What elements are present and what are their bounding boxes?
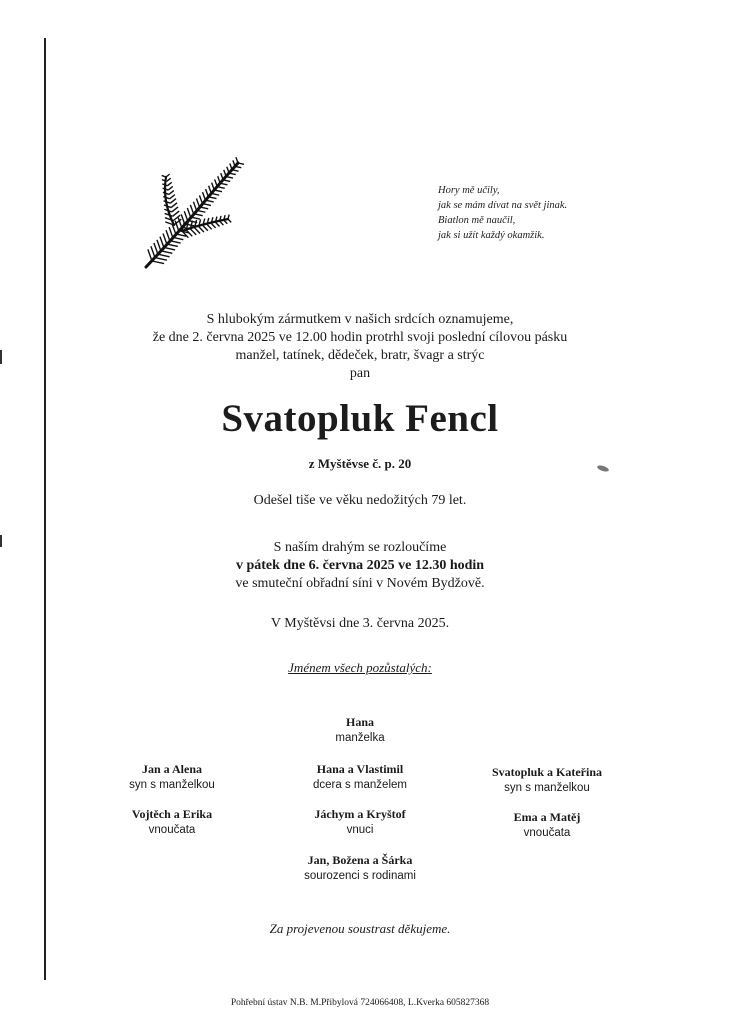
farewell-info <box>0 539 720 593</box>
relative-relation: vnoučata <box>148 824 196 836</box>
poem-line: Biatlon mě naučil, <box>438 215 516 226</box>
poem-line: Hory mě učily, <box>438 185 500 196</box>
relative-relation: manželka <box>335 732 385 744</box>
announcement-line: pan <box>349 366 371 381</box>
funeral-home-footer: Pohřební ústav N.B. M.Přibylová 724066408, L.Kverka 605827368 <box>230 998 490 1008</box>
deceased-address: z Myštěvse č. p. 20 <box>308 456 412 471</box>
poem-line: jak se mám dívat na svět jinak. <box>438 200 568 211</box>
farewell-venue: ve smuteční obřadní síni v Novém Bydžově. <box>235 576 485 591</box>
relative-name: Jáchym a Kryštof <box>314 807 406 821</box>
relative-name: Vojtěch a Erika <box>131 807 213 821</box>
announcement-line: že dne 2. června 2025 ve 12.00 hodin protrhl svoji poslední cílovou pásku <box>152 330 568 345</box>
place-date: V Myštěvsi dne 3. června 2025. <box>270 616 450 631</box>
poem <box>438 183 567 243</box>
farewell-datetime: v pátek dne 6. června 2025 ve 12.30 hodin <box>235 558 485 573</box>
relative-entry <box>62 806 282 838</box>
relative-entry <box>250 852 470 884</box>
announcement <box>0 311 720 383</box>
announcement-line: manžel, tatínek, dědeček, bratr, švagr a strýc <box>235 348 485 363</box>
farewell-line: S naším drahým se rozloučíme <box>273 540 447 555</box>
relative-name: Ema a Matěj <box>513 810 581 824</box>
fir-branch-icon <box>138 155 246 273</box>
relative-name: Jan a Alena <box>141 762 202 776</box>
relative-relation: syn s manželkou <box>504 782 590 794</box>
relative-entry <box>62 761 282 793</box>
relative-relation: vnuci <box>346 824 374 836</box>
relative-relation: dcera s manželem <box>313 779 407 791</box>
relative-name: Jan, Božena a Šárka <box>307 853 413 867</box>
relative-name: Svatopluk a Kateřina <box>491 765 602 779</box>
announcement-line: S hlubokým zármutkem v našich srdcích oznamujeme, <box>206 312 514 327</box>
on-behalf-heading <box>0 660 720 676</box>
relative-name: Hana <box>345 715 374 729</box>
poem-line: jak si užít každý okamžik. <box>438 230 545 241</box>
relative-name: Hana a Vlastimil <box>316 762 404 776</box>
relative-entry <box>250 714 470 746</box>
relative-entry <box>437 809 657 841</box>
relative-relation: vnoučata <box>523 827 571 839</box>
relative-relation: syn s manželkou <box>129 779 215 791</box>
passed-age: Odešel tiše ve věku nedožitých 79 let. <box>253 493 467 508</box>
deceased-name: Svatopluk Fencl <box>221 397 499 440</box>
on-behalf-text: Jménem všech pozůstalých: <box>288 660 432 675</box>
relative-relation: sourozenci s rodinami <box>304 870 416 882</box>
thanks-line: Za projevenou soustrast děkujeme. <box>269 921 451 936</box>
left-margin-rule <box>44 38 46 980</box>
relative-entry <box>437 764 657 796</box>
